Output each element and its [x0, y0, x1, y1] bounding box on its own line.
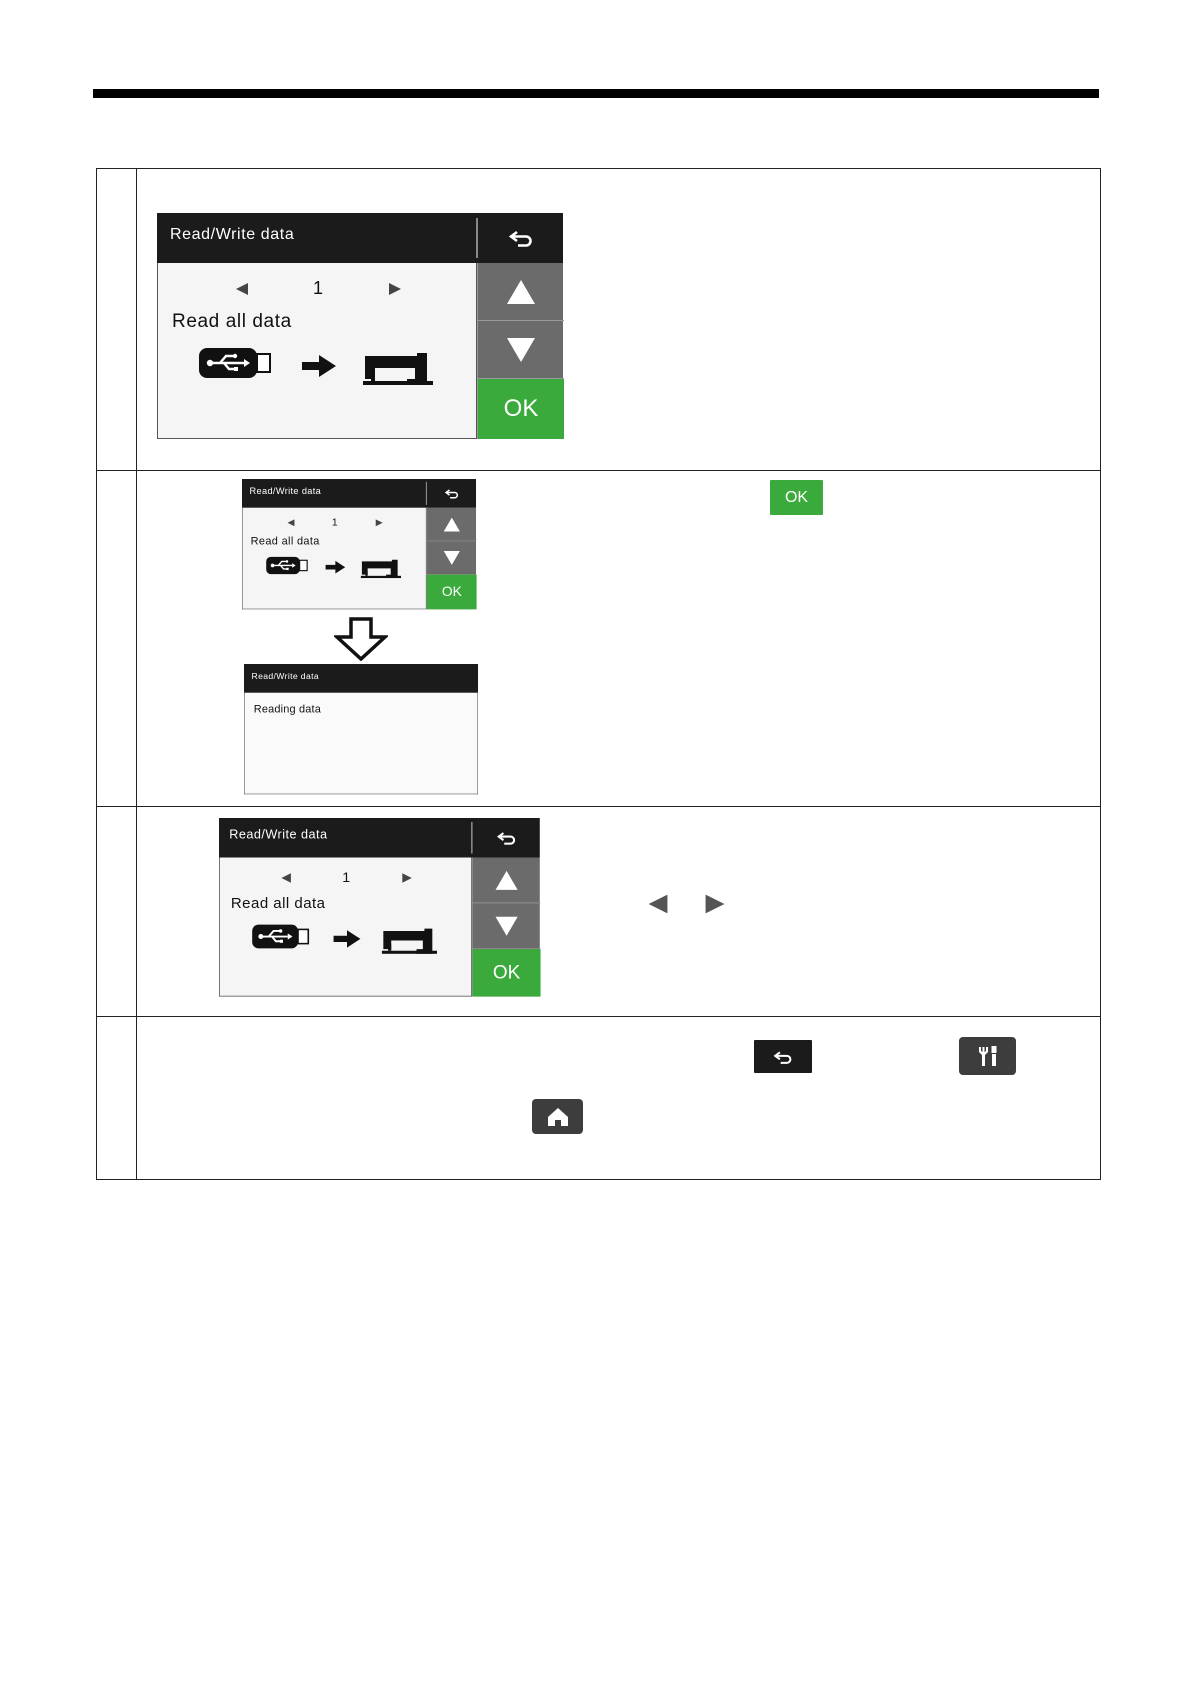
page-number: 1	[331, 516, 338, 528]
screen-title: Read/Write data	[170, 226, 295, 243]
triangle-right-icon[interactable]	[375, 519, 383, 527]
triangle-up-icon	[506, 279, 536, 305]
back-button[interactable]	[473, 818, 539, 858]
step-content	[138, 471, 1100, 806]
scroll-down-button[interactable]	[478, 321, 564, 379]
reading-message: Reading data	[253, 703, 322, 716]
step-number-cell	[97, 1017, 137, 1179]
step-row-3	[97, 807, 1100, 1017]
return-arrow-icon	[496, 831, 518, 845]
screen-title-bar	[242, 479, 476, 508]
back-button[interactable]	[479, 213, 563, 263]
step-row-4	[97, 1017, 1100, 1179]
title-separator	[471, 822, 472, 854]
item-label: Read all data	[172, 311, 292, 332]
inline-back-button	[754, 1040, 812, 1073]
triangle-down-icon	[495, 916, 519, 937]
usb-memory-icon	[198, 347, 272, 379]
triangle-right-icon[interactable]	[402, 873, 413, 884]
screen-title-bar	[244, 664, 478, 693]
ok-button[interactable]: OK	[478, 379, 564, 439]
top-rule	[93, 89, 1099, 98]
read-write-screen	[157, 213, 563, 439]
home-icon	[547, 1107, 569, 1127]
screen-side-panel	[477, 263, 563, 439]
steps-table	[96, 168, 1101, 1180]
sewing-machine-icon	[363, 345, 433, 385]
triangle-left-icon[interactable]	[287, 519, 295, 527]
item-label: Read all data	[230, 895, 326, 913]
read-write-screen-medium	[219, 818, 540, 997]
step-content	[138, 169, 1100, 470]
inline-settings-button	[959, 1037, 1016, 1075]
triangle-up-icon	[443, 517, 460, 532]
screen-body	[242, 508, 426, 609]
return-arrow-icon	[772, 1050, 794, 1064]
screen-title: Read/Write data	[229, 828, 328, 842]
screen-body	[244, 693, 478, 794]
scroll-down-button[interactable]	[473, 903, 541, 949]
item-label: Read all data	[250, 535, 320, 548]
return-arrow-icon	[444, 488, 460, 498]
scroll-up-button[interactable]	[427, 508, 477, 541]
triangle-right-icon[interactable]	[388, 282, 402, 296]
scroll-up-button[interactable]	[473, 858, 541, 904]
back-button[interactable]	[428, 479, 476, 508]
hollow-down-arrow-icon	[334, 617, 388, 661]
step-content	[138, 807, 1100, 1016]
sewing-machine-icon	[382, 922, 437, 954]
arrow-right-icon	[301, 354, 337, 378]
page-number: 1	[313, 278, 324, 298]
triangle-left-icon	[647, 893, 669, 915]
triangle-up-icon	[495, 870, 519, 891]
screen-title-bar	[219, 818, 540, 858]
reading-data-screen	[244, 664, 478, 794]
inline-home-button	[532, 1099, 583, 1134]
triangle-left-icon[interactable]	[235, 282, 249, 296]
triangle-down-icon	[506, 337, 536, 363]
screen-body	[219, 858, 472, 997]
ok-button[interactable]: OK	[473, 949, 541, 996]
title-separator	[426, 482, 427, 505]
read-write-screen-small	[242, 479, 476, 609]
scroll-up-button[interactable]	[478, 263, 564, 321]
triangle-right-icon	[704, 893, 726, 915]
screen-title-bar	[157, 213, 563, 263]
triangle-down-icon	[443, 550, 460, 565]
usb-memory-icon	[266, 556, 309, 574]
title-separator	[476, 218, 478, 258]
page-number: 1	[342, 869, 351, 886]
step-content	[138, 1017, 1100, 1179]
sewing-machine-icon	[361, 555, 401, 578]
screen-side-panel	[426, 508, 476, 609]
scroll-down-button[interactable]	[427, 541, 477, 574]
arrow-right-icon	[325, 560, 346, 574]
inline-ok-button: OK	[770, 480, 823, 515]
ok-button[interactable]: OK	[427, 575, 477, 610]
step-number-cell	[97, 169, 137, 470]
screen-side-panel	[472, 858, 540, 997]
return-arrow-icon	[507, 229, 535, 247]
screen-title: Read/Write data	[249, 486, 322, 497]
usb-memory-icon	[251, 924, 309, 949]
step-row-1	[97, 169, 1100, 471]
triangle-left-icon[interactable]	[281, 873, 292, 884]
arrow-right-icon	[333, 929, 361, 948]
screen-body	[157, 263, 477, 439]
step-row-2	[97, 471, 1100, 807]
screen-title: Read/Write data	[251, 671, 320, 682]
step-number-cell	[97, 471, 137, 806]
tools-icon	[976, 1045, 1000, 1067]
step-number-cell	[97, 807, 137, 1016]
